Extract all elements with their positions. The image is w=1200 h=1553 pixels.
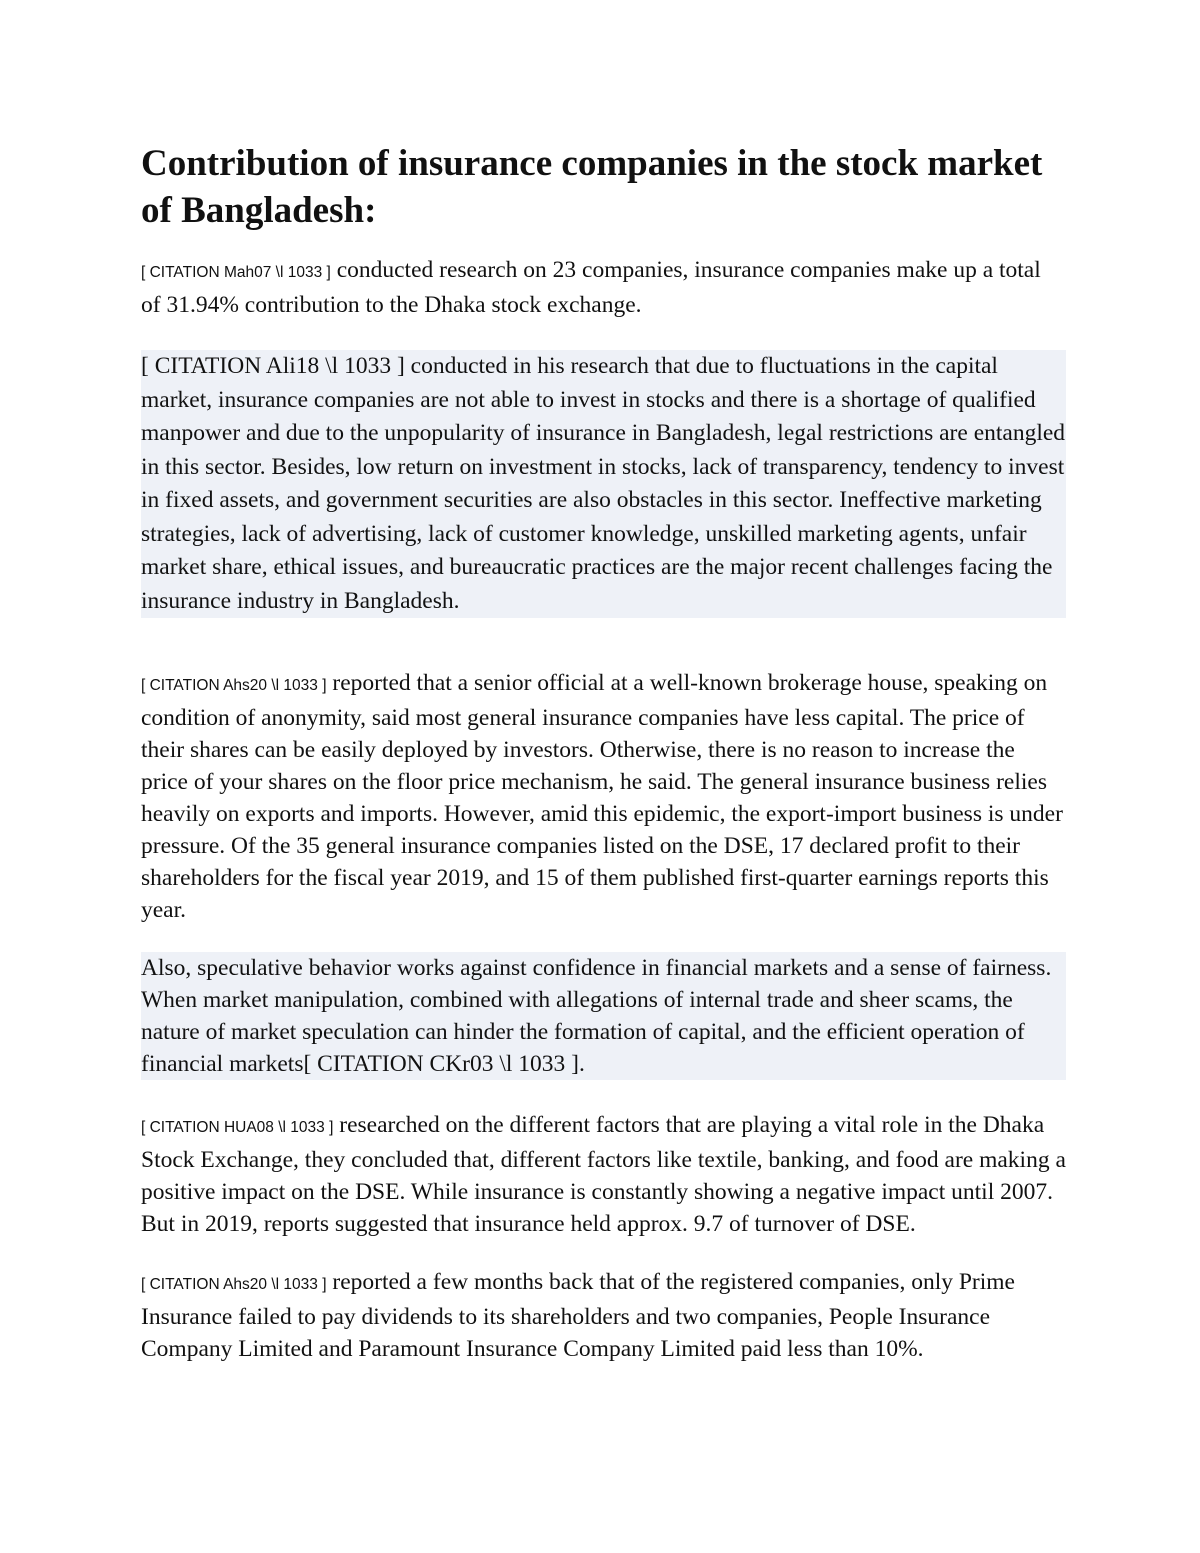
paragraph-text: Also, speculative behavior works against confidence in financial markets and a sense of fairness. When market manipulation, combined with allegations of internal trade and sheer scams, the nature of market speculation can hinder the formation of capital, and the efficient operation of financial markets [141, 955, 1052, 1077]
paragraph-5 [141, 1109, 1066, 1240]
citation-field: [ CITATION Ali18 \l 1033 ] [141, 353, 405, 379]
document-title: Contribution of insurance companies in the stock market of Bangladesh: [141, 143, 1043, 231]
paragraph-text: conducted research on 23 companies, insurance companies make up a total of 31.94% contribution to the Dhaka stock exchange. [141, 257, 1041, 318]
citation-field: [ CITATION CKr03 \l 1033 ] [303, 1051, 580, 1077]
paragraph-2 [141, 350, 1066, 618]
paragraph-text: reported a few months back that of the registered companies, only Prime Insurance failed to pay dividends to its shareholders and two companies, People Insurance Company Limited and Paramount Insurance Company Limited paid less than 10%. [141, 1269, 1015, 1362]
paragraph-1 [141, 254, 1066, 321]
paragraph-4 [141, 952, 1066, 1080]
citation-field: [ CITATION Mah07 \l 1033 ] [141, 264, 331, 281]
paragraph-text: reported that a senior official at a well-known brokerage house, speaking on condition of anonymity, said most general insurance companies have less capital. The price of their shares can be easily deployed by investors. Otherwise, there is no reason to increase the price of your shares on the floor price mechanism, he said. The general insurance business relies heavily on exports and imports. However, amid this epidemic, the export-import business is under pressure. Of the 35 general insurance companies listed on the DSE, 17 declared profit to their shareholders for the fiscal year 2019, and 15 of them published first-quarter earnings reports this year. [141, 670, 1063, 923]
paragraph-suffix: . [579, 1051, 585, 1077]
citation-field: [ CITATION Ahs20 \l 1033 ] [141, 1276, 327, 1293]
paragraph-3 [141, 667, 1066, 926]
paragraph-6 [141, 1266, 1066, 1365]
paragraph-text: conducted in his research that due to fluctuations in the capital market, insurance companies are not able to invest in stocks and there is a shortage of qualified manpower and due to the unpopularity of insurance in Bangladesh, legal restrictions are entangled in this sector. Besides, low return on investment in stocks, lack of transparency, tendency to invest in fixed assets, and government securities are also obstacles in this sector. Ineffective marketing strategies, lack of advertising, lack of customer knowledge, unskilled marketing agents, unfair market share, ethical issues, and bureaucratic practices are the major recent challenges facing the insurance industry in Bangladesh. [141, 353, 1066, 614]
citation-field: [ CITATION HUA08 \l 1033 ] [141, 1119, 334, 1136]
citation-field: [ CITATION Ahs20 \l 1033 ] [141, 677, 327, 694]
paragraph-text: researched on the different factors that are playing a vital role in the Dhaka Stock Exchange, they concluded that, different factors like textile, banking, and food are making a positive impact on the DSE. While insurance is constantly showing a negative impact until 2007. But in 2019, reports suggested that insurance held approx. 9.7 of turnover of DSE. [141, 1112, 1066, 1237]
